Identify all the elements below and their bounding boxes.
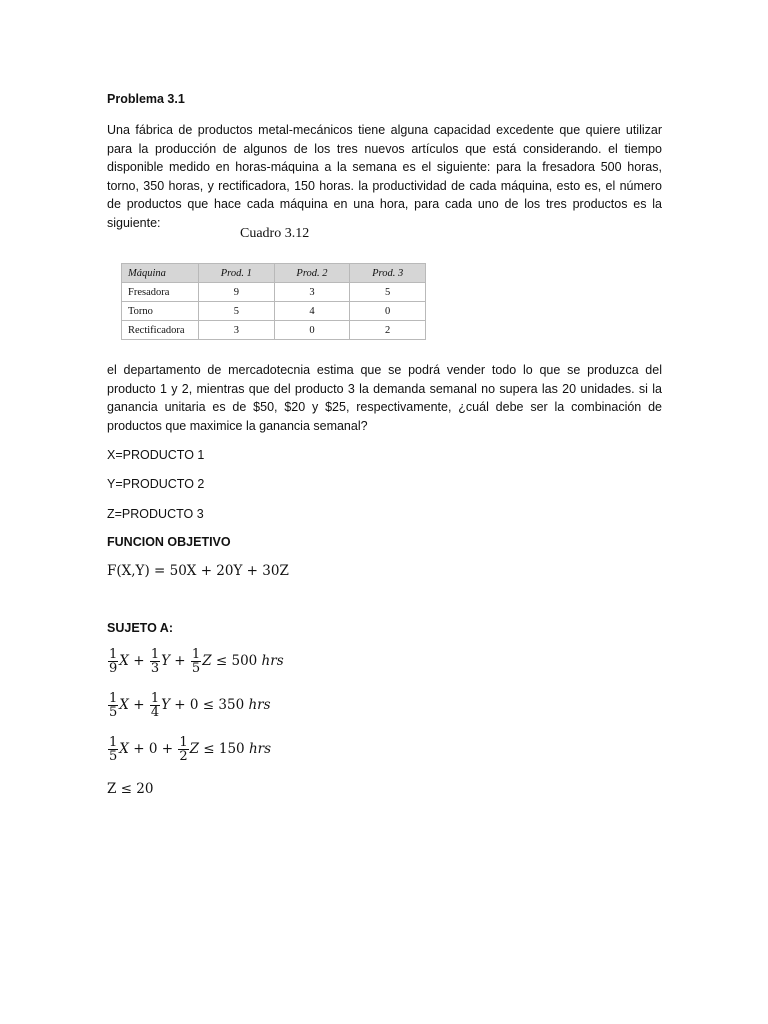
fraction-denominator: 5 — [191, 661, 201, 676]
fraction-numerator: 1 — [179, 735, 188, 750]
productivity-table — [121, 263, 426, 340]
constraint-rhs: ≤ 500 — [211, 653, 262, 669]
variable-y: Y=PRODUCTO 2 — [107, 477, 205, 491]
variable-symbol: Z — [202, 653, 212, 669]
table-cell: 3 — [274, 283, 350, 302]
fraction — [178, 736, 188, 763]
table-row — [122, 302, 426, 321]
constant-term: 0 — [189, 697, 199, 713]
header-cell: Prod. 3 — [350, 264, 426, 283]
fraction-denominator: 3 — [150, 661, 160, 676]
fraction — [150, 648, 160, 675]
variable-symbol: Y — [161, 697, 171, 713]
constraint-unit: hrs — [248, 697, 271, 713]
table-cell: Rectificadora — [122, 321, 199, 340]
fraction — [108, 648, 118, 675]
plus-sign: + — [128, 741, 149, 757]
fraction-denominator: 5 — [109, 749, 118, 764]
table-cell: 2 — [350, 321, 426, 340]
table-cell: Torno — [122, 302, 199, 321]
fraction — [191, 648, 201, 675]
table-row — [122, 283, 426, 302]
table-cell: 0 — [274, 321, 350, 340]
header-cell: Prod. 2 — [274, 264, 350, 283]
fraction-numerator: 1 — [150, 647, 160, 662]
plus-sign: + — [157, 741, 178, 757]
table-row — [122, 321, 426, 340]
table-cell: Fresadora — [122, 283, 199, 302]
constraint-demand: Z ≤ 20 — [107, 781, 154, 797]
fraction — [150, 692, 160, 719]
constraint-fresadora — [107, 648, 284, 675]
variable-z: Z=PRODUCTO 3 — [107, 507, 204, 521]
fraction-denominator: 5 — [109, 705, 118, 720]
variable-symbol: X — [119, 653, 129, 669]
variable-symbol: Z — [189, 741, 199, 757]
constraint-rhs: ≤ 150 — [198, 741, 249, 757]
fraction-denominator: 2 — [179, 749, 188, 764]
market-statement: el departamento de mercadotecnia estima que se podrá vender todo lo que se produzca del producto 1 y 2, mientras que del producto 3 la demanda semanal no supera las 20 unidades. si la ganancia unitaria es de $50, $20 y $25, respectivamente, ¿cuál debe ser la combinación de productos que maximice la ganancia semanal? — [107, 363, 662, 433]
fraction — [108, 692, 118, 719]
problem-statement: Una fábrica de productos metal-mecánicos tiene alguna capacidad excedente que quiere utilizar para la producción de algunos de los tres nuevos artículos que está considerando. el tiempo disponible medido en horas-máquina a la semana es el siguiente: para la fresadora 500 horas, torno, 350 horas, y rectificadora, 150 horas. la productividad de cada máquina, esto es, el número de productos que hace cada máquina en una hora, para cada uno de los tres productos es la siguiente: — [107, 123, 662, 230]
variable-x: X=PRODUCTO 1 — [107, 448, 205, 462]
constant-term: 0 — [148, 741, 158, 757]
subject-to-label: SUJETO A: — [107, 621, 173, 635]
objective-label: FUNCION OBJETIVO — [107, 535, 231, 549]
plus-sign: + — [128, 697, 149, 713]
problem-heading: Problema 3.1 — [107, 92, 185, 106]
fraction-denominator: 4 — [150, 705, 160, 720]
header-cell: Prod. 1 — [199, 264, 275, 283]
table-caption: Cuadro 3.12 — [240, 226, 310, 241]
table-header-row — [122, 264, 426, 283]
fraction-numerator: 1 — [109, 647, 118, 662]
table-cell: 0 — [350, 302, 426, 321]
constraint-rectificadora — [107, 736, 271, 763]
header-cell: Máquina — [122, 264, 199, 283]
plus-sign: + — [128, 653, 149, 669]
fraction — [108, 736, 118, 763]
table-cell: 3 — [199, 321, 275, 340]
constraint-unit: hrs — [261, 653, 284, 669]
fraction-numerator: 1 — [109, 735, 118, 750]
objective-function: F(X,Y) = 50X + 20Y + 30Z — [107, 563, 289, 579]
variable-symbol: Y — [161, 653, 171, 669]
fraction-numerator: 1 — [191, 647, 201, 662]
constraint-rhs: ≤ 350 — [198, 697, 249, 713]
constraint-unit: hrs — [248, 741, 272, 757]
variable-symbol: X — [119, 697, 129, 713]
table-cell: 9 — [199, 283, 275, 302]
fraction-numerator: 1 — [109, 691, 118, 706]
table-cell: 5 — [199, 302, 275, 321]
fraction-numerator: 1 — [150, 691, 160, 706]
plus-sign: + — [170, 653, 190, 669]
variable-symbol: X — [119, 741, 129, 757]
plus-sign: + — [170, 697, 190, 713]
table-cell: 4 — [274, 302, 350, 321]
fraction-denominator: 9 — [109, 661, 118, 676]
table-cell: 5 — [350, 283, 426, 302]
constraint-torno — [107, 692, 271, 719]
